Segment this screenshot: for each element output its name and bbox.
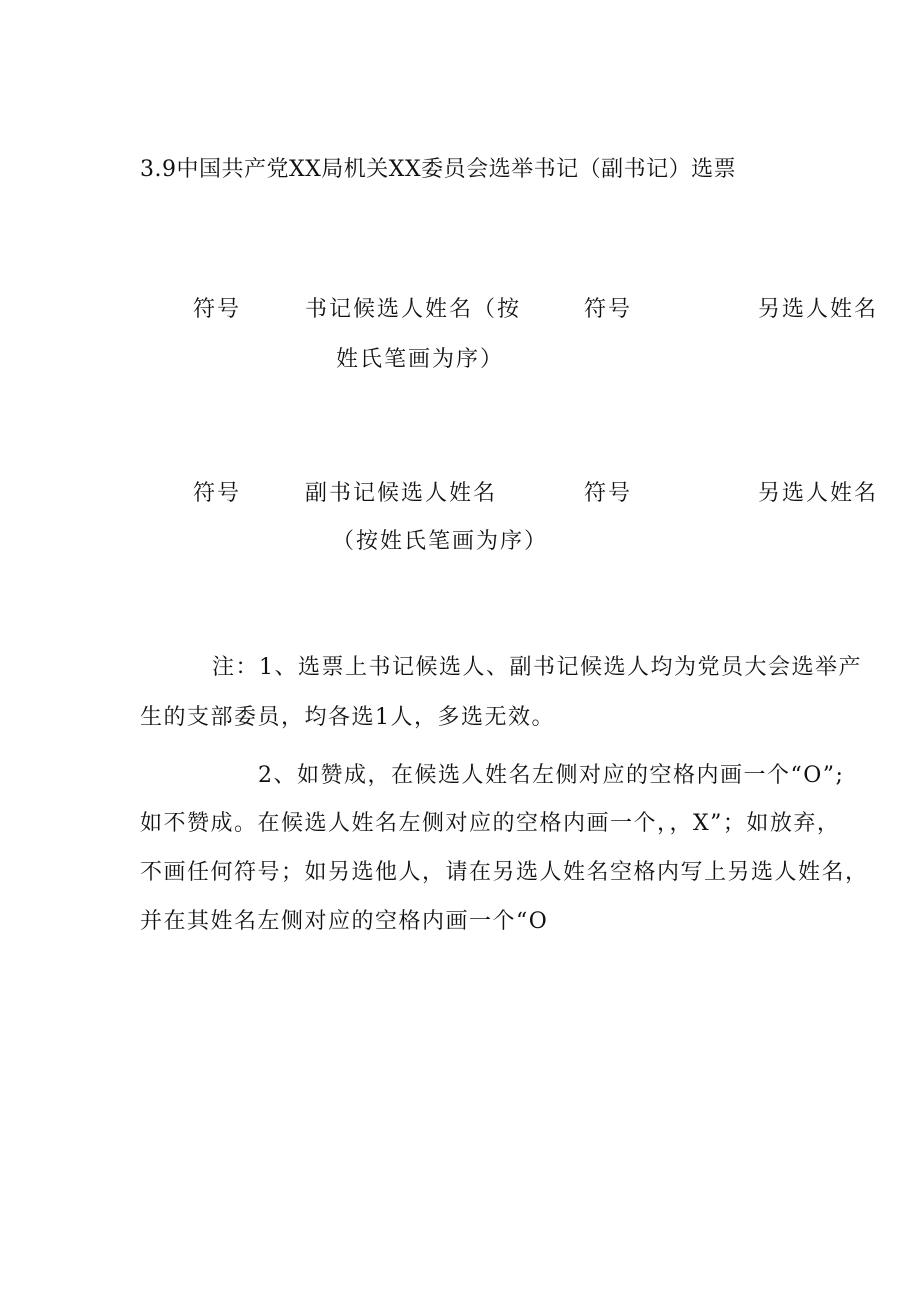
- secretary-candidate-header-sub: 姓氏笔画为序）: [336, 347, 505, 372]
- note-2-line-4: 并在其姓名左侧对应的空格内画一个“O: [140, 909, 549, 934]
- deputy-candidate-header: 副书记候选人姓名: [305, 481, 498, 506]
- secretary-other-name-header: 另选人姓名: [758, 297, 879, 322]
- note-2-line-2: 如不赞成。在候选人姓名左侧对应的空格内画一个，，X”；如放弃，: [140, 811, 841, 836]
- deputy-other-name-header: 另选人姓名: [758, 481, 879, 506]
- deputy-symbol-header: 符号: [193, 481, 242, 506]
- deputy-other-symbol-header: 符号: [584, 481, 633, 506]
- note-1-line-1: 注：1、选票上书记候选人、副书记候选人均为党员大会选举产: [212, 655, 862, 680]
- note-1-line-2: 生的支部委员，均各选1人，多选无效。: [140, 705, 555, 730]
- secretary-symbol-header: 符号: [193, 297, 242, 322]
- secretary-candidate-header: 书记候选人姓名（按: [305, 297, 522, 322]
- note-2-line-1: 2、如赞成，在候选人姓名左侧对应的空格内画一个“O”;: [258, 763, 845, 788]
- secretary-other-symbol-header: 符号: [584, 297, 633, 322]
- deputy-candidate-header-sub: （按姓氏笔画为序）: [332, 529, 549, 554]
- page-title: 3.9中国共产党XX局机关XX委员会选举书记（副书记）选票: [140, 157, 737, 182]
- note-2-line-3: 不画任何符号；如另选他人，请在另选人姓名空格内写上另选人姓名，: [140, 860, 869, 885]
